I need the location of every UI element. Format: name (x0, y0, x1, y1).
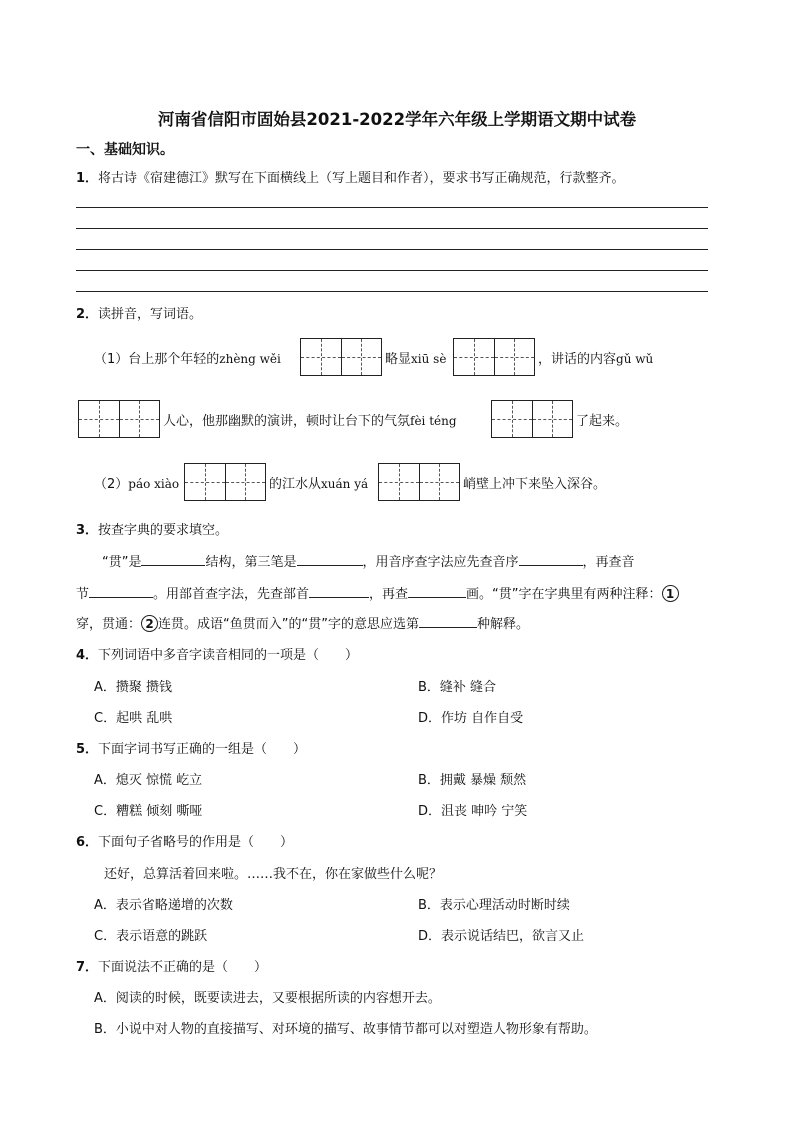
option-d[interactable]: D．沮丧 呻吟 宁笑 (418, 804, 528, 819)
q2-line-3c (463, 473, 606, 492)
question-5 (76, 738, 306, 757)
q3-text: ，用音序查字法应先查音序 (362, 555, 519, 570)
q3-text: 画。“贯”字在字典里有两种注释： (466, 587, 662, 602)
circled-number: 1 (662, 585, 679, 602)
question-number: 6． (76, 835, 99, 850)
question-7 (76, 956, 267, 975)
pinyin: fèi téng (410, 414, 457, 428)
option-b[interactable]: B．小说中对人物的直接描写、对环境的描写、故事情节都可以对塑造人物形象有帮助。 (94, 1022, 597, 1037)
question-number: 2． (76, 307, 99, 322)
answer-line[interactable] (76, 291, 708, 292)
q3-text: 。用部首查字法，先查部首 (153, 587, 310, 602)
q2-text: 的江水从 (269, 477, 322, 492)
fill-blank[interactable] (309, 583, 369, 598)
option-a[interactable]: A．表示省略递增的次数 (94, 898, 233, 913)
question-text: 下面说法不正确的是（ ） (98, 960, 268, 975)
question-text: 下面字词书写正确的一组是（ ） (98, 742, 307, 757)
pinyin: zhèng wěi (219, 352, 281, 366)
option-c[interactable]: C．表示语意的跳跃 (94, 929, 208, 944)
answer-line[interactable] (76, 249, 708, 250)
pinyin: gǔ wǔ (616, 352, 654, 366)
q3-text: 连贯。成语“鱼贯而入”的“贯”字的意思应选第 (158, 617, 419, 632)
q2-text: 峭壁上冲下来坠入深谷。 (463, 477, 607, 492)
q3-text: 结构，第三笔是 (205, 555, 297, 570)
question-3 (76, 519, 228, 538)
q2-line-3 (94, 473, 179, 492)
q3-text: ，再查 (369, 587, 409, 602)
q2-line-1b (385, 348, 446, 367)
fill-blank[interactable] (519, 551, 583, 566)
answer-line[interactable] (76, 228, 708, 229)
option-c[interactable]: C．糟糕 倾刻 嘶哑 (94, 804, 203, 819)
q3-text: “贯”是 (102, 555, 142, 570)
pinyin: páo xiào (128, 477, 180, 491)
q3-para-1 (102, 551, 635, 570)
question-text: 下列词语中多音字读音相同的一项是（ ） (98, 648, 359, 663)
q3-text: 种解释。 (476, 617, 529, 632)
question-number: 4． (76, 648, 99, 663)
question-text: 下面句子省略号的作用是（ ） (98, 835, 294, 850)
option-b[interactable]: B．表示心理活动时断时续 (418, 898, 570, 913)
tianzige-box[interactable] (378, 463, 460, 501)
pinyin: xiū sè (411, 352, 447, 366)
q2-text: 了起来。 (576, 414, 629, 429)
q2-text: （2） (94, 477, 129, 492)
fill-blank[interactable] (89, 583, 153, 598)
section-heading: 一、基础知识。 (76, 142, 174, 158)
q3-text: 节 (76, 587, 90, 602)
q3-para-2 (76, 583, 679, 602)
question-2 (76, 303, 202, 322)
q2-line-1c (538, 348, 653, 367)
fill-blank[interactable] (141, 551, 205, 566)
option-d[interactable]: D．表示说话结巴，欲言又止 (418, 929, 585, 944)
q3-text: 穿，贯通： (76, 617, 142, 632)
answer-line[interactable] (76, 207, 708, 208)
q2-text: （1）台上那个年轻的 (94, 352, 220, 367)
question-number: 1． (76, 171, 99, 186)
q3-text: ，再查音 (582, 555, 635, 570)
tianzige-box[interactable] (453, 338, 535, 376)
tianzige-box[interactable] (300, 338, 382, 376)
circled-number: 2 (141, 615, 158, 632)
fill-blank[interactable] (408, 583, 466, 598)
q2-text: 人心，他那幽默的演讲，顿时让台下的气氛 (163, 414, 411, 429)
question-number: 3． (76, 523, 99, 538)
q6-quote: 还好，总算活着回来啦。……我不在，你在家做些什么呢？ (104, 867, 443, 882)
fill-blank[interactable] (419, 613, 477, 628)
question-text: 读拼音，写词语。 (98, 307, 203, 322)
question-text: 按查字典的要求填空。 (98, 523, 229, 538)
q2-line-2 (163, 410, 457, 429)
q2-text: ，讲话的内容 (538, 352, 617, 367)
question-text: 将古诗《宿建德江》默写在下面横线上（写上题目和作者），要求书写正确规范，行款整齐。 (98, 171, 625, 186)
tianzige-box[interactable] (491, 400, 573, 438)
option-a[interactable]: A．阅读的时候，既要读进去，又要根据所读的内容想开去。 (94, 991, 441, 1006)
option-a[interactable]: A．熄灭 惊慌 屹立 (94, 773, 203, 788)
answer-line[interactable] (76, 270, 708, 271)
tianzige-box[interactable] (78, 400, 160, 438)
question-1 (76, 167, 625, 186)
q2-line-2b (576, 410, 628, 429)
page-title: 河南省信阳市固始县2021-2022学年六年级上学期语文期中试卷 (157, 110, 637, 129)
option-c[interactable]: C．起哄 乱哄 (94, 711, 173, 726)
question-number: 5． (76, 742, 99, 757)
q2-line-3b (269, 473, 368, 492)
question-4 (76, 644, 358, 663)
option-a[interactable]: A．攒聚 攒钱 (94, 680, 173, 695)
option-d[interactable]: D．作坊 自作自受 (418, 711, 524, 726)
option-b[interactable]: B．缝补 缝合 (418, 680, 497, 695)
fill-blank[interactable] (297, 551, 363, 566)
tianzige-box[interactable] (184, 463, 266, 501)
q2-line-1 (94, 348, 281, 367)
option-b[interactable]: B．拥戴 暴燥 颓然 (418, 773, 527, 788)
q2-text: 略显 (385, 352, 412, 367)
pinyin: xuán yá (321, 477, 369, 491)
question-6 (76, 831, 293, 850)
q3-para-3 (76, 613, 529, 632)
question-number: 7． (76, 960, 99, 975)
